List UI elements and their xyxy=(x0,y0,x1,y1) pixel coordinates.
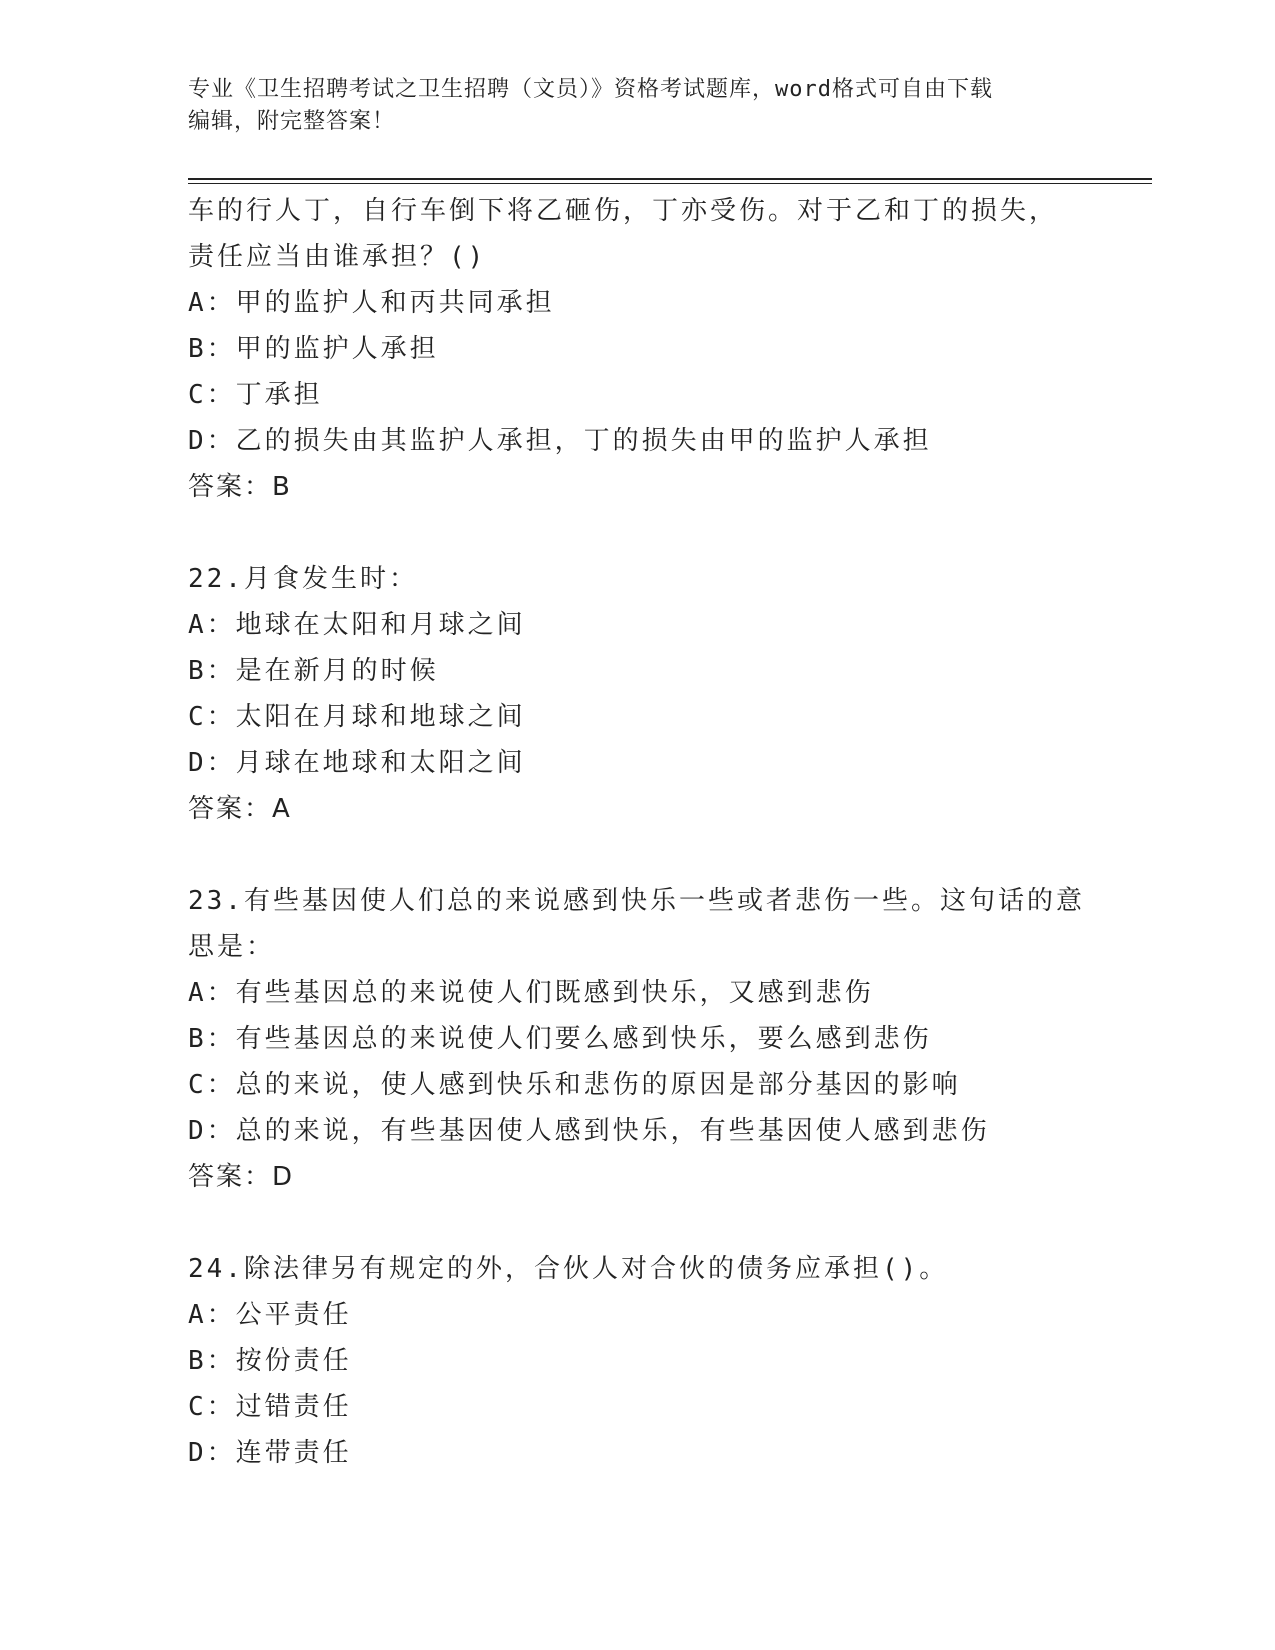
question-stem-line: 车的行人丁，自行车倒下将乙砸伤，丁亦受伤。对于乙和丁的损失， xyxy=(188,196,1059,226)
option-b: B：按份责任 xyxy=(188,1346,352,1376)
option-b: B：甲的监护人承担 xyxy=(188,334,439,364)
header-rule-thick xyxy=(188,178,1152,180)
question-spacer xyxy=(188,510,1088,556)
answer-line: 答案：D xyxy=(188,1162,295,1192)
option-b: B：是在新月的时候 xyxy=(188,656,439,686)
option-d: D：乙的损失由其监护人承担，丁的损失由甲的监护人承担 xyxy=(188,426,932,456)
option-b: B：有些基因总的来说使人们要么感到快乐，要么感到悲伤 xyxy=(188,1024,932,1054)
option-d: D：总的来说，有些基因使人感到快乐，有些基因使人感到悲伤 xyxy=(188,1116,990,1146)
option-c: C：丁承担 xyxy=(188,380,323,410)
option-a: A：有些基因总的来说使人们既感到快乐，又感到悲伤 xyxy=(188,978,874,1008)
option-c: C：太阳在月球和地球之间 xyxy=(188,702,526,732)
option-d: D：连带责任 xyxy=(188,1438,352,1468)
option-c: C：总的来说，使人感到快乐和悲伤的原因是部分基因的影响 xyxy=(188,1070,961,1100)
question-23 xyxy=(188,878,1088,1200)
question-stem-line: 23.有些基因使人们总的来说感到快乐一些或者悲伤一些。这句话的意 xyxy=(188,886,1085,916)
question-stem-line: 24.除法律另有规定的外，合伙人对合伙的债务应承担()。 xyxy=(188,1254,949,1284)
question-24 xyxy=(188,1246,1088,1476)
question-stem-line: 22.月食发生时： xyxy=(188,564,418,594)
option-a: A：地球在太阳和月球之间 xyxy=(188,610,526,640)
header-line-2: 编辑，附完整答案！ xyxy=(188,109,396,134)
header-rule-thin xyxy=(188,183,1152,184)
header-line-1: 专业《卫生招聘考试之卫生招聘（文员）》资格考试题库，word格式可自由下载 xyxy=(188,77,993,102)
option-d: D：月球在地球和太阳之间 xyxy=(188,748,526,778)
question-spacer xyxy=(188,832,1088,878)
answer-line: 答案：B xyxy=(188,472,292,502)
option-a: A：公平责任 xyxy=(188,1300,352,1330)
question-22 xyxy=(188,556,1088,832)
question-21 xyxy=(188,188,1088,510)
question-content xyxy=(188,188,1088,1476)
option-c: C：过错责任 xyxy=(188,1392,352,1422)
question-spacer xyxy=(188,1200,1088,1246)
question-stem-line: 责任应当由谁承担？() xyxy=(188,242,487,272)
option-a: A：甲的监护人和丙共同承担 xyxy=(188,288,555,318)
answer-line: 答案：A xyxy=(188,794,292,824)
document-header xyxy=(188,74,1088,138)
question-stem-line: 思是： xyxy=(188,932,276,962)
